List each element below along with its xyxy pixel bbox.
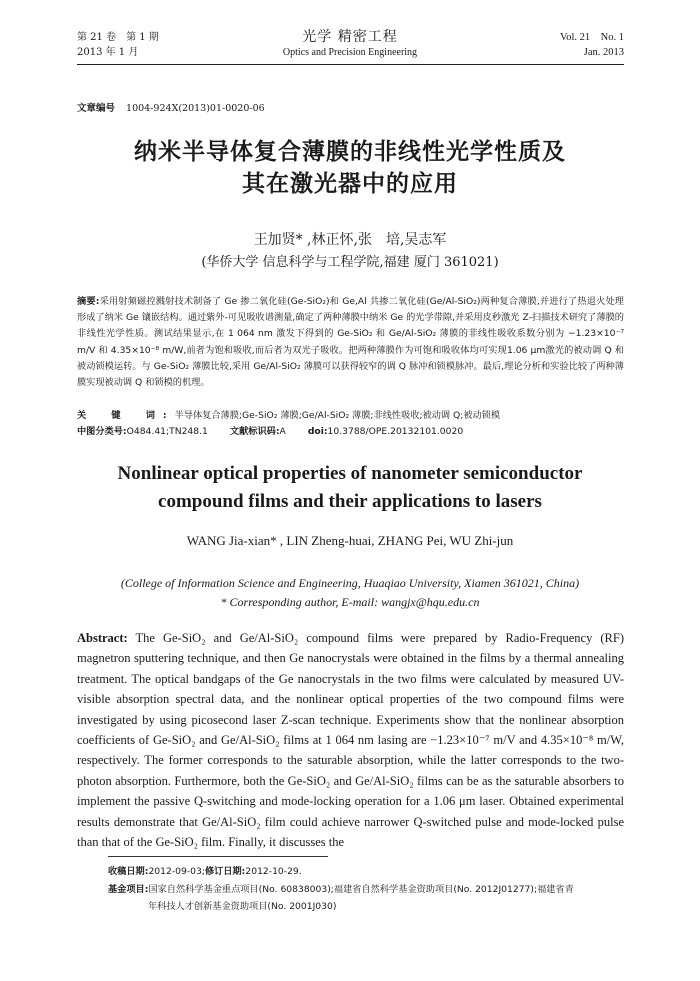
keywords-cn-text: 半导体复合薄膜;Ge-SiO₂ 薄膜;Ge/Al-SiO₂ 薄膜;非线性吸收;被动调 Q;被动锁模 xyxy=(174,410,501,421)
footnote-fund xyxy=(108,882,628,898)
received-label: 收稿日期: xyxy=(108,866,149,877)
received-date: 2012-09-03; xyxy=(148,866,205,877)
footnote-dates xyxy=(108,864,628,880)
abstract-en-label: Abstract: xyxy=(77,631,128,645)
affiliation-en-block xyxy=(0,574,700,612)
article-number xyxy=(77,100,265,114)
revised-label: 修订日期: xyxy=(204,866,246,877)
title-cn xyxy=(0,136,700,200)
keywords-cn xyxy=(77,408,624,423)
clc-value: O484.41;TN248.1 xyxy=(126,426,208,437)
title-en xyxy=(0,460,700,516)
corresponding-author-en: * Corresponding author, E-mail: wangjx@hqu.edu.cn xyxy=(220,595,480,609)
doi-value: 10.3788/OPE.20132101.0020 xyxy=(327,426,464,437)
header-rule xyxy=(77,64,624,65)
fund-line1: 国家自然科学基金重点项目(No. 60838003);福建省自然科学基金资助项目(No. 2012J01277);福建省青 xyxy=(148,884,574,895)
header-date-en: Jan. 2013 xyxy=(583,47,624,58)
footnote-fund-cont: 年科技人才创新基金资助项目(No. 2001J030) xyxy=(148,901,337,912)
journal-name-cn: 光学 精密工程 xyxy=(302,29,398,45)
revised-date: 2012-10-29. xyxy=(245,866,302,877)
affiliation-en: (College of Information Science and Engineering, Huaqiao University, Xiamen 361021, China) xyxy=(120,576,580,590)
footnote-rule xyxy=(108,856,328,857)
page-header xyxy=(0,22,700,62)
abstract-cn-text: 采用射频磁控溅射技术制备了 Ge 掺二氧化硅(Ge-SiO₂)和 Ge,Al 共掺二氧化硅(Ge/Al-SiO₂)两种复合薄膜,并进行了热退火处理形成了纳米 Ge 镶嵌结构。通过紫外-可见吸收谱测量,确定了两种薄膜中纳米 Ge 的光学带隙,并采用皮秒激光 Z-扫描技术研究了薄膜的非线性光学性质。测试结果显示,在 1 064 nm 激发下得到的 Ge-SiO₂ 和 Ge/Al-SiO₂ 薄膜的非线性吸收系数分别为 −1.23×10⁻⁷ m/V 和 4.35×10⁻⁸ m/W,前者为饱和吸收,而后者为双光子吸收。把两种薄膜作为可饱和吸收体均可实现1.06 μm激光的被动调 Q 和被动锁模运转。与 Ge-SiO₂ 薄膜比较,采用 Ge/Al-SiO₂ 薄膜可以获得较窄的调 Q 脉冲和锁模脉冲。最后,理论分析和实验比较了两种薄膜实现被动调 Q 和锁模的机理。 xyxy=(77,296,624,389)
title-cn-line1: 纳米半导体复合薄膜的非线性光学性质及 xyxy=(134,139,566,165)
header-date-cn: 2013 年 1 月 xyxy=(77,47,139,58)
title-en-line1: Nonlinear optical properties of nanometer semiconductor xyxy=(117,463,583,484)
abstract-en xyxy=(77,628,624,852)
keywords-cn-label: 关 键 词: xyxy=(77,410,175,421)
header-volume-en: Vol. 21 No. 1 xyxy=(560,32,624,43)
authors-cn: 王加贤* ,林正怀,张 培,吴志军 xyxy=(253,232,447,248)
abstract-cn-label: 摘要: xyxy=(77,296,100,307)
doc-code-value: A xyxy=(279,426,286,437)
doc-code-label: 文献标识码: xyxy=(229,426,280,437)
abstract-en-text: The Ge-SiO₂ and Ge/Al-SiO₂ compound films were prepared by Radio-Frequency (RF) magnetron sputtering technique, and then Ge nanocrystals were obtained in the films by a thermal annealing treatment. The optical bandgaps of the Ge nanocrystals in the two films were calculated by measured UV-visible absorption spectral data, and the nonlinear optical properties of the two compound films were investigated by using picosecond laser Z-scan technique. Experiments show that the nonlinear absorption coefficients of Ge-SiO₂ and Ge/Al-SiO₂ films at 1 064 nm lasing are −1.23×10⁻⁷ m/V and 4.35×10⁻⁸ m/W, respectively. The former corresponds to the saturable absorption, while the latter corresponds to the two-photon absorption. Furthermore, both the Ge-SiO₂ and Ge/Al-SiO₂ films can be as the saturable absorbers to implement the passive Q-switching and mode-locking operation for a 1.06 μm laser. Obtained experimental results demonstrate that Ge/Al-SiO₂ film could achieve narrower Q-switched pulse and mode-locked pulse than that of the Ge-SiO₂ film. Finally, it discusses the xyxy=(77,631,625,850)
affiliation-cn: (华侨大学 信息科学与工程学院,福建 厦门 361021) xyxy=(201,255,499,270)
title-en-line2: compound films and their applications to lasers xyxy=(158,491,542,512)
fund-label: 基金项目: xyxy=(108,884,149,895)
abstract-cn xyxy=(77,294,624,391)
header-right xyxy=(560,30,624,60)
journal-name-en: Optics and Precision Engineering xyxy=(282,47,418,58)
article-number-value: 1004-924X(2013)01-0020-06 xyxy=(126,103,265,114)
title-cn-line2: 其在激光器中的应用 xyxy=(242,171,458,197)
article-number-label: 文章编号 xyxy=(77,103,116,114)
classification-line xyxy=(77,424,624,439)
clc-label: 中图分类号: xyxy=(77,426,127,437)
authors-en: WANG Jia-xian* , LIN Zheng-huai, ZHANG Pei, WU Zhi-jun xyxy=(186,533,514,548)
doi-label: doi: xyxy=(307,426,328,437)
header-volume-cn: 第 21 卷 第 1 期 xyxy=(77,32,159,43)
